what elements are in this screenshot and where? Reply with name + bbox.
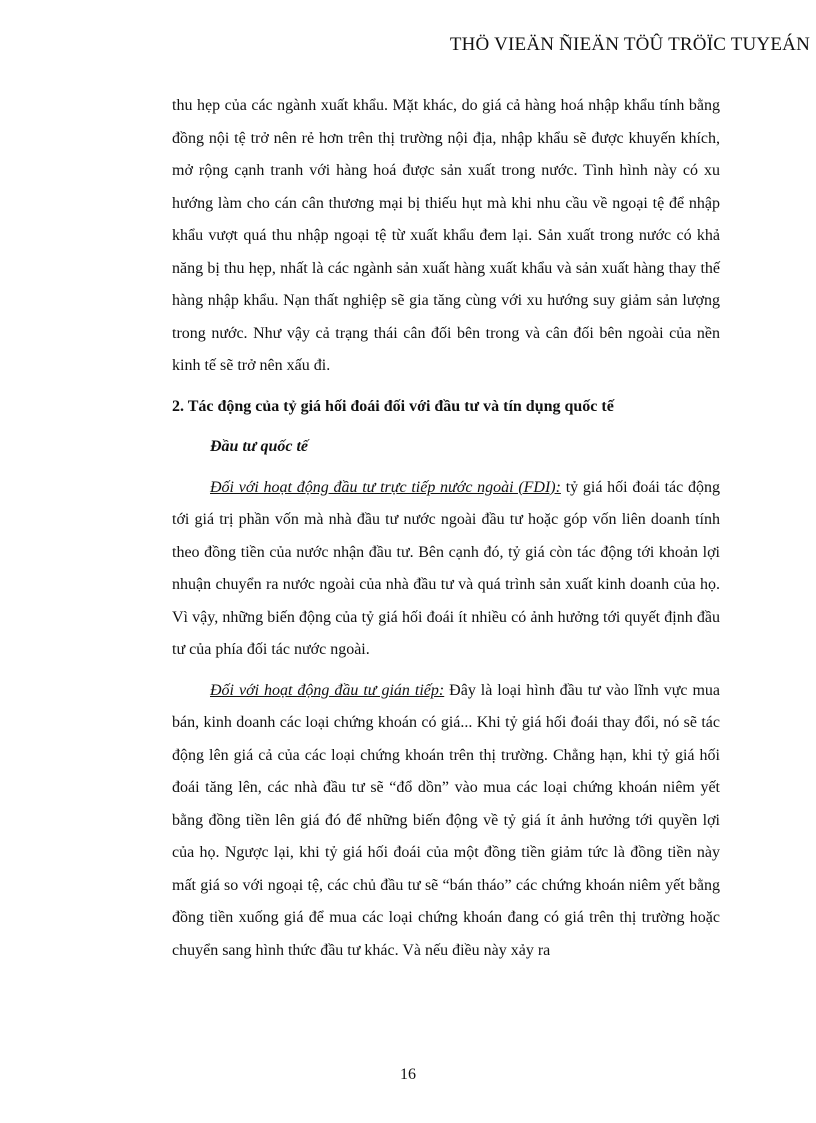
indirect-investment-label: Đối với hoạt động đầu tư gián tiếp: <box>210 681 445 699</box>
paragraph-trade-balance: thu hẹp của các ngành xuất khẩu. Mặt khác, do giá cả hàng hoá nhập khẩu tính bằng đồng nội tệ trở nên rẻ hơn trên thị trường nội địa, nhập khẩu sẽ được khuyến khích, mở rộng cạnh tranh với hàng hoá được sản xuất trong nước. Tình hình này có xu hướng làm cho cán cân thương mại bị thiếu hụt mà khi nhu cầu về ngoại tệ để nhập khẩu vượt quá thu nhập ngoại tệ từ xuất khẩu đem lại. Sản xuất trong nước có khả năng bị thu hẹp, nhất là các ngành sản xuất hàng xuất khẩu và sản xuất hàng thay thế hàng nhập khẩu. Nạn thất nghiệp sẽ gia tăng cùng với xu hướng suy giảm sản lượng trong nước. Như vậy cả trạng thái cân đối bên trong và cân đối bên ngoài của nền kinh tế sẽ trở nên xấu đi. <box>172 97 720 374</box>
page-number: 16 <box>400 1066 416 1083</box>
subsection-heading: Đầu tư quốc tế <box>210 438 309 455</box>
fdi-label: Đối với hoạt động đầu tư trực tiếp nước ngoài (FDI): <box>210 478 561 496</box>
page-header: THÖ VIEÄN ÑIEÄN TÖÛ TRÖÏC TUYEÁN <box>449 34 810 55</box>
fdi-text: tỷ giá hối đoái tác động tới giá trị phần vốn mà nhà đầu tư nước ngoài đầu tư hoặc góp vốn liên doanh tính theo đồng tiền của nước nhận đầu tư. Bên cạnh đó, tỷ giá còn tác động tới khoản lợi nhuận chuyển ra nước ngoài của nhà đầu tư và quá trình sản xuất kinh doanh của họ. Vì vậy, những biến động của tỷ giá hối đoái ít nhiều có ảnh hưởng tới quyết định đầu tư của phía đối tác nước ngoài. <box>172 478 720 658</box>
section-heading: 2. Tác động của tỷ giá hối đoái đối với đầu tư và tín dụng quốc tế <box>172 397 614 415</box>
document-body <box>172 90 720 967</box>
indirect-investment-text: Đây là loại hình đầu tư vào lĩnh vực mua bán, kinh doanh các loại chứng khoán có giá... Khi tỷ giá hối đoái thay đổi, nó sẽ tác động lên giá cả của các loại chứng khoán trên thị trường. Chẳng hạn, khi tỷ giá hối đoái tăng lên, các nhà đầu tư sẽ “đổ dồn” vào mua các loại chứng khoán niêm yết bằng đồng tiền lên giá đó để những biến động về tỷ giá ít ảnh hưởng tới quyền lợi của họ. Ngược lại, khi tỷ giá hối đoái của một đồng tiền giảm tức là đồng tiền này mất giá so với ngoại tệ, các chủ đầu tư sẽ “bán tháo” các chứng khoán niêm yết bằng đồng tiền xuống giá để mua các loại chứng khoán đang có giá trên thị trường hoặc chuyển sang hình thức đầu tư khác. Và nếu điều này xảy ra <box>172 681 721 959</box>
paragraph-fdi <box>172 472 720 667</box>
paragraph-indirect-investment <box>172 675 720 968</box>
